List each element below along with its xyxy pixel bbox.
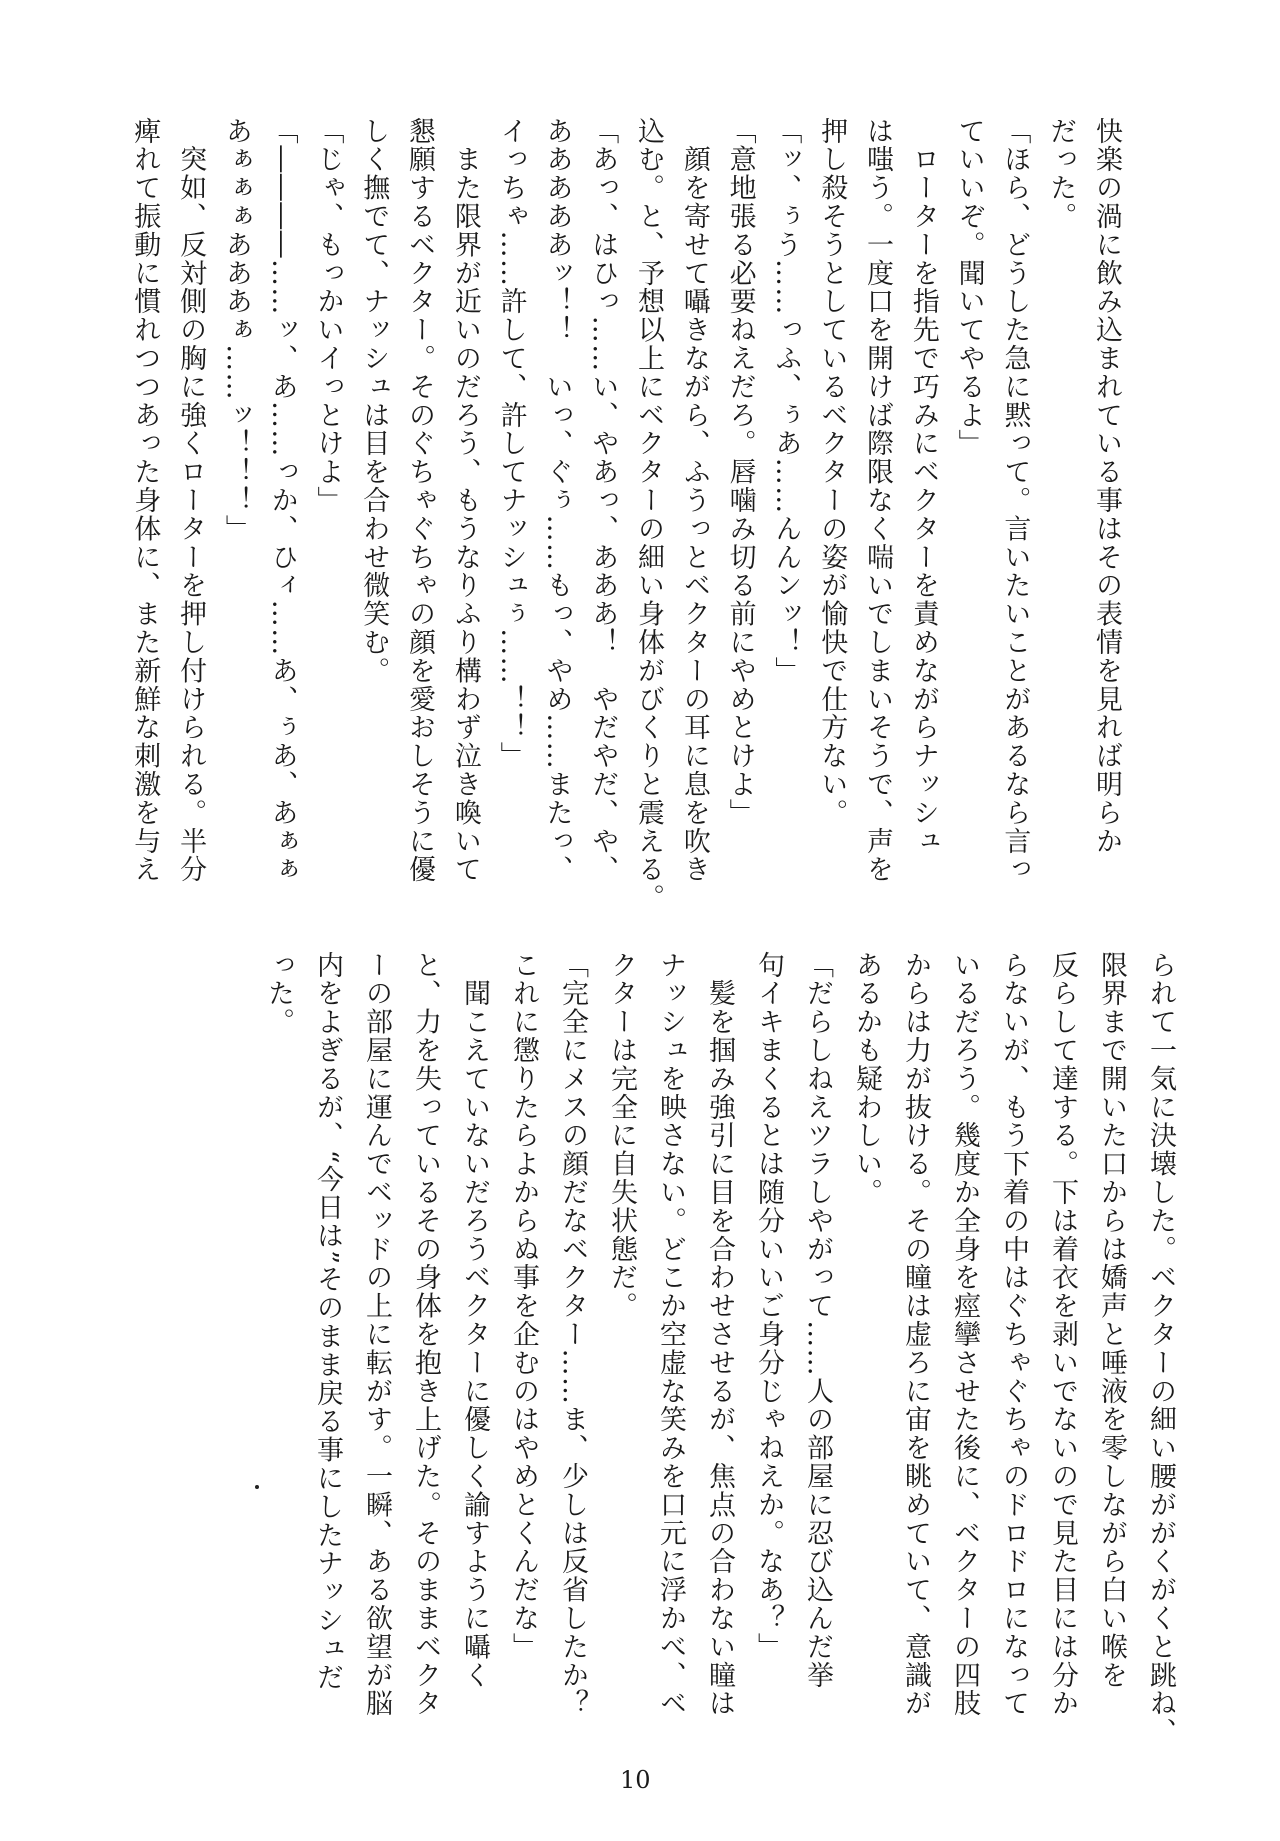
- text-column: は嗤う。一度口を開けば際限なく喘いでしまいそうで、声を: [862, 117, 894, 884]
- text-column: あるかも疑わしい。: [851, 951, 882, 1207]
- page-number: 10: [620, 1766, 651, 1794]
- text-column: ローターを指先で巧みにベクターを責めながらナッシュ: [907, 117, 939, 856]
- text-column: 懇願するベクター。そのぐちゃぐちゃの顔を愛おしそうに優: [404, 117, 436, 884]
- text-column: 句イキまくるとは随分いいご身分じゃねえか。なあ？」: [753, 951, 784, 1661]
- text-column: イっちゃ……許して、許してナッシュぅ……！！」: [495, 117, 527, 771]
- text-column: 突如、反対側の胸に強くローターを押し付けられる。半分: [175, 117, 207, 884]
- text-column: 「だらしねえツラしやがって……人の部屋に忍び込んだ挙: [802, 951, 833, 1690]
- text-column: らないが、もう下着の中はぐちゃぐちゃのドロドロになって: [998, 951, 1029, 1718]
- text-column: 内をよぎるが、“今日は”そのまま戻る事にしたナッシュだ: [312, 951, 343, 1692]
- text-column: と、力を失っているその身体を抱き上げた。そのままベクタ: [410, 951, 441, 1718]
- scan-speck: [255, 1485, 259, 1489]
- text-column: られて一気に決壊した。ベクターの細い腰ががくがくと跳ね、: [1145, 951, 1176, 1747]
- text-column: しく撫でて、ナッシュは目を合わせ微笑む。: [358, 117, 390, 685]
- text-column: ナッシュを映さない。どこか空虚な笑みを口元に浮かべ、ベ: [655, 951, 686, 1718]
- text-column: あああああッ！！ いっ、ぐぅ……もっ、やめ……またっ、: [541, 117, 573, 884]
- text-column: また限界が近いのだろう、もうなりふり構わず泣き喚いて: [449, 117, 481, 884]
- text-column: 「――――……ッ、あ……っか、ひィ……あ、ぅあ、あぁぁ: [266, 117, 298, 884]
- text-column: 髪を掴み強引に目を合わせさせるが、焦点の合わない瞳は: [704, 951, 735, 1718]
- text-column: 「意地張る必要ねえだろ。唇噛み切る前にやめとけよ」: [724, 117, 756, 827]
- text-column: 「じゃ、もっかいイっとけよ」: [312, 117, 344, 515]
- text-column: 快楽の渦に飲み込まれている事はその表情を見れば明らか: [1091, 117, 1122, 856]
- text-column: 「あっ、はひっ……い、やあっ、あああ！ やだやだ、や、: [587, 117, 619, 884]
- text-column: 顔を寄せて囁きながら、ふうっとベクターの耳に息を吹き: [678, 117, 710, 884]
- text-column: 反らして達する。下は着衣を剥いでないので見た目には分か: [1047, 951, 1078, 1718]
- text-column: 押し殺そうとしているベクターの姿が愉快で仕方ない。: [816, 117, 848, 827]
- text-column: 聞こえていないだろうベクターに優しく諭すように囁く: [459, 951, 490, 1690]
- text-column: ーの部屋に運んでベッドの上に転がす。一瞬、ある欲望が脳: [361, 951, 392, 1718]
- text-column: 「ほら、どうした急に黙って。言いたいことがあるなら言っ: [999, 117, 1031, 884]
- text-column: った。: [263, 951, 294, 1037]
- text-column: 痺れて振動に慣れつつあった身体に、また新鮮な刺激を与え: [129, 117, 161, 884]
- text-column: 限界まで開いた口からは嬌声と唾液を零しながら白い喉を: [1096, 951, 1127, 1690]
- text-column: いるだろう。幾度か全身を痙攣させた後に、ベクターの四肢: [949, 951, 980, 1718]
- text-column: からは力が抜ける。その瞳は虚ろに宙を眺めていて、意識が: [900, 951, 931, 1718]
- text-column: 込む。と、予想以上にベクターの細い身体がびくりと震える。: [633, 117, 665, 913]
- text-column: だった。: [1045, 117, 1077, 231]
- text-column: 「完全にメスの顔だなベクター……ま、少しは反省したか？: [557, 951, 588, 1718]
- text-column: あぁぁぁあああぁ……ッ！！！」: [220, 117, 252, 543]
- text-column: ていいぞ。聞いてやるよ」: [953, 117, 985, 458]
- text-column: 「ッ、ぅう……っふ、ぅあ……んんンッ！」: [770, 117, 802, 685]
- text-column: クターは完全に自失状態だ。: [606, 951, 637, 1321]
- text-block-top: [112, 117, 1122, 913]
- text-column: これに懲りたらよからぬ事を企むのはやめとくんだな」: [508, 951, 539, 1661]
- text-block-bottom: [243, 951, 1174, 1751]
